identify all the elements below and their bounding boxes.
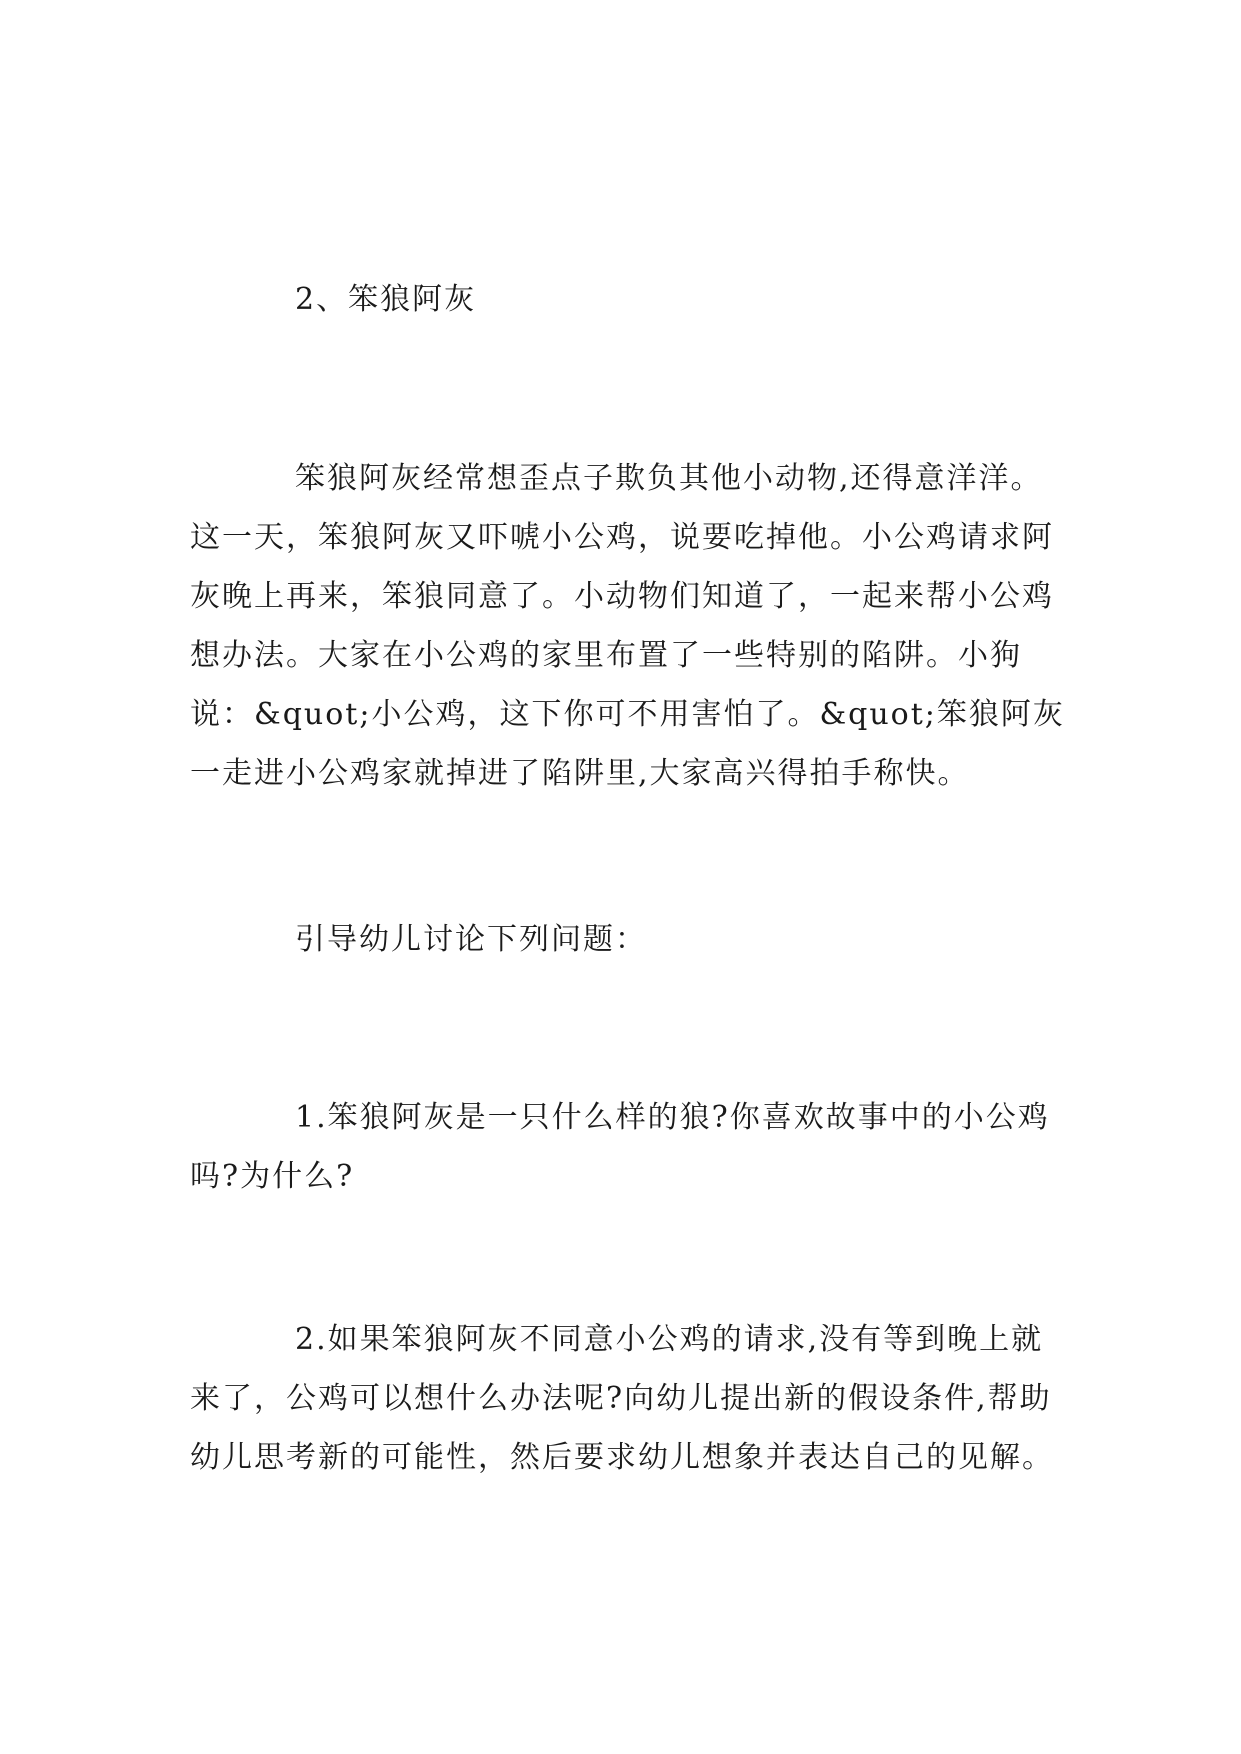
story-paragraph: 笨狼阿灰经常想歪点子欺负其他小动物,还得意洋洋。这一天，笨狼阿灰又吓唬小公鸡，说要吃掉他。小公鸡请求阿灰晚上再来，笨狼同意了。小动物们知道了，一起来帮小公鸡想办法。大家在小公鸡的家里布置了一些特别的陷阱。小狗说：&quot;小公鸡，这下你可不用害怕了。&quot;笨狼阿灰一走进小公鸡家就掉进了陷阱里,大家高兴得拍手称快。 <box>190 461 1065 791</box>
question-1: 1.笨狼阿灰是一只什么样的狼?你喜欢故事中的小公鸡吗?为什么? <box>190 1100 1050 1194</box>
discussion-prompt: 引导幼儿讨论下列问题： <box>295 922 647 957</box>
question-2: 2.如果笨狼阿灰不同意小公鸡的请求,没有等到晚上就来了，公鸡可以想什么办法呢?向幼儿提出新的假设条件,帮助幼儿思考新的可能性，然后要求幼儿想象并表达自己的见解。 <box>190 1322 1054 1475</box>
section-heading: 2、笨狼阿灰 <box>295 282 477 317</box>
